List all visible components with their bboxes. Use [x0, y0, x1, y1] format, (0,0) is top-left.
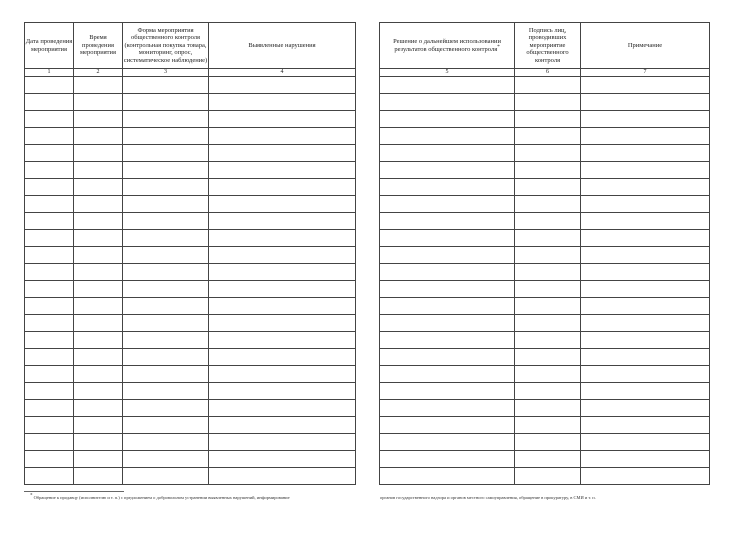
table-row	[25, 230, 356, 247]
table-cell	[581, 349, 710, 366]
table-cell	[209, 264, 356, 281]
table-cell	[25, 315, 74, 332]
table-cell	[581, 213, 710, 230]
table-cell	[515, 400, 581, 417]
table-cell	[209, 468, 356, 485]
table-cell	[581, 196, 710, 213]
table-cell	[123, 383, 209, 400]
column-number: 7	[581, 69, 710, 77]
column-number: 4	[209, 69, 356, 77]
table-cell	[123, 179, 209, 196]
header-violations: Выявленные нарушения	[209, 23, 356, 69]
table-cell	[581, 417, 710, 434]
table-cell	[123, 162, 209, 179]
table-cell	[209, 94, 356, 111]
table-cell	[209, 417, 356, 434]
table-cell	[25, 383, 74, 400]
table-cell	[74, 383, 123, 400]
table-row	[380, 434, 710, 451]
table-cell	[123, 332, 209, 349]
table-cell	[581, 400, 710, 417]
table-cell	[209, 77, 356, 94]
table-row	[25, 162, 356, 179]
table-cell	[74, 349, 123, 366]
column-number: 2	[74, 69, 123, 77]
table-cell	[380, 162, 515, 179]
table-cell	[581, 298, 710, 315]
table-row	[25, 281, 356, 298]
table-cell	[380, 145, 515, 162]
table-cell	[515, 366, 581, 383]
table-cell	[74, 298, 123, 315]
table-cell	[581, 179, 710, 196]
table-cell	[209, 247, 356, 264]
table-cell	[515, 417, 581, 434]
table-cell	[581, 94, 710, 111]
table-cell	[209, 332, 356, 349]
table-row	[25, 264, 356, 281]
table-cell	[209, 111, 356, 128]
table-row	[25, 417, 356, 434]
table-row	[380, 196, 710, 213]
table-cell	[209, 451, 356, 468]
table-cell	[123, 366, 209, 383]
table-cell	[74, 94, 123, 111]
table-cell	[380, 230, 515, 247]
table-row	[25, 349, 356, 366]
table-cell	[25, 264, 74, 281]
table-cell	[25, 179, 74, 196]
table-cell	[581, 111, 710, 128]
table-row	[380, 264, 710, 281]
table-cell	[209, 434, 356, 451]
table-cell	[380, 332, 515, 349]
table-cell	[25, 332, 74, 349]
table-cell	[515, 77, 581, 94]
table-cell	[74, 366, 123, 383]
table-cell	[25, 94, 74, 111]
table-cell	[74, 230, 123, 247]
table-row	[380, 468, 710, 485]
table-cell	[209, 281, 356, 298]
table-cell	[123, 434, 209, 451]
table-cell	[581, 247, 710, 264]
table-cell	[515, 281, 581, 298]
table-cell	[209, 145, 356, 162]
table-row	[25, 366, 356, 383]
table-cell	[123, 128, 209, 145]
table-cell	[74, 264, 123, 281]
table-cell	[380, 400, 515, 417]
table-cell	[209, 315, 356, 332]
table-cell	[515, 434, 581, 451]
table-cell	[123, 400, 209, 417]
table-cell	[380, 349, 515, 366]
table-cell	[380, 468, 515, 485]
table-cell	[515, 468, 581, 485]
table-row	[25, 400, 356, 417]
table-row	[380, 145, 710, 162]
table-cell	[380, 247, 515, 264]
table-cell	[380, 196, 515, 213]
table-row	[25, 434, 356, 451]
table-row	[380, 94, 710, 111]
header-decision-text: Решение о дальнейшем использовании результатов общественного контроля	[393, 38, 501, 53]
table-row	[380, 128, 710, 145]
table-cell	[25, 213, 74, 230]
table-row	[25, 298, 356, 315]
table-cell	[581, 128, 710, 145]
table-cell	[25, 128, 74, 145]
table-row	[380, 315, 710, 332]
table-row	[25, 145, 356, 162]
table-cell	[123, 111, 209, 128]
table-cell	[209, 400, 356, 417]
table-cell	[74, 434, 123, 451]
table-cell	[209, 128, 356, 145]
table-row	[25, 213, 356, 230]
table-cell	[74, 315, 123, 332]
table-cell	[515, 94, 581, 111]
table-cell	[581, 315, 710, 332]
table-cell	[515, 230, 581, 247]
table-row	[25, 77, 356, 94]
table-cell	[581, 145, 710, 162]
table-cell	[123, 281, 209, 298]
table-cell	[515, 196, 581, 213]
table-cell	[209, 349, 356, 366]
table-cell	[515, 349, 581, 366]
table-cell	[74, 111, 123, 128]
table-cell	[209, 383, 356, 400]
table-cell	[25, 298, 74, 315]
table-cell	[123, 145, 209, 162]
table-cell	[581, 383, 710, 400]
footnote-left	[30, 495, 290, 501]
table-cell	[515, 247, 581, 264]
table-cell	[25, 366, 74, 383]
table-cell	[380, 281, 515, 298]
table-cell	[123, 349, 209, 366]
table-row	[380, 213, 710, 230]
table-cell	[123, 315, 209, 332]
table-cell	[123, 77, 209, 94]
table-cell	[515, 111, 581, 128]
table-cell	[581, 162, 710, 179]
table-cell	[515, 332, 581, 349]
table-cell	[581, 366, 710, 383]
table-row	[25, 247, 356, 264]
column-number: 3	[123, 69, 209, 77]
header-signature: Подпись лиц, проводивших мероприятие общественного контроля	[515, 23, 581, 69]
table-cell	[581, 468, 710, 485]
header-time: Время проведения мероприятия	[74, 23, 123, 69]
footnote-rule	[24, 491, 124, 492]
table-cell	[380, 434, 515, 451]
table-cell	[209, 298, 356, 315]
table-cell	[74, 247, 123, 264]
table-cell	[25, 145, 74, 162]
footnote-right: органов государственного надзора и органов местного самоуправления, обращение в прокуратуру, в СМИ и т. п.	[380, 495, 596, 500]
table-cell	[380, 298, 515, 315]
footnote-mark: *	[497, 44, 500, 50]
table-cell	[209, 162, 356, 179]
table-cell	[515, 315, 581, 332]
table-cell	[25, 196, 74, 213]
table-cell	[515, 128, 581, 145]
table-cell	[209, 213, 356, 230]
table-cell	[209, 366, 356, 383]
table-cell	[581, 451, 710, 468]
table-cell	[74, 400, 123, 417]
table-cell	[25, 468, 74, 485]
table-row	[25, 451, 356, 468]
table-cell	[25, 162, 74, 179]
column-number: 6	[515, 69, 581, 77]
table-row	[380, 349, 710, 366]
table-cell	[123, 94, 209, 111]
right-table-body	[380, 77, 710, 485]
table-cell	[74, 145, 123, 162]
table-cell	[209, 179, 356, 196]
header-note: Примечание	[581, 23, 710, 69]
table-cell	[380, 77, 515, 94]
table-cell	[380, 94, 515, 111]
header-decision	[380, 23, 515, 69]
table-cell	[581, 230, 710, 247]
table-cell	[581, 77, 710, 94]
table-cell	[74, 281, 123, 298]
footnote-left-text: Обращение к продавцу (исполнителю и т. п.) с предложением о добровольном устранении выявленных нарушений, информирование	[33, 495, 290, 500]
left-table	[24, 22, 356, 485]
table-cell	[515, 264, 581, 281]
table-cell	[380, 366, 515, 383]
table-cell	[25, 230, 74, 247]
header-date: Дата проведения мероприятия	[25, 23, 74, 69]
table-cell	[380, 417, 515, 434]
table-cell	[25, 281, 74, 298]
table-row	[380, 247, 710, 264]
table-cell	[581, 434, 710, 451]
table-cell	[25, 417, 74, 434]
table-cell	[380, 128, 515, 145]
table-cell	[25, 77, 74, 94]
table-cell	[515, 213, 581, 230]
footnote-marker: *	[30, 493, 33, 499]
column-number: 1	[25, 69, 74, 77]
table-cell	[25, 247, 74, 264]
table-cell	[380, 179, 515, 196]
table-cell	[123, 264, 209, 281]
table-cell	[380, 111, 515, 128]
table-cell	[123, 196, 209, 213]
table-cell	[515, 451, 581, 468]
table-cell	[25, 451, 74, 468]
table-cell	[74, 451, 123, 468]
table-cell	[74, 179, 123, 196]
table-cell	[74, 468, 123, 485]
table-row	[25, 383, 356, 400]
left-table-body	[25, 77, 356, 485]
right-table	[379, 22, 710, 485]
table-cell	[380, 451, 515, 468]
table-cell	[581, 264, 710, 281]
table-cell	[515, 298, 581, 315]
table-cell	[380, 213, 515, 230]
table-row	[380, 451, 710, 468]
table-row	[380, 111, 710, 128]
table-cell	[25, 434, 74, 451]
table-cell	[74, 77, 123, 94]
header-form: Форма мероприятия общественного контроля (контрольная покупка товара, мониторинг, опрос, систематическое наблюдение)	[123, 23, 209, 69]
table-row	[25, 468, 356, 485]
table-cell	[123, 468, 209, 485]
table-cell	[123, 230, 209, 247]
table-row	[380, 179, 710, 196]
table-cell	[74, 213, 123, 230]
table-cell	[123, 247, 209, 264]
table-row	[25, 94, 356, 111]
table-row	[25, 128, 356, 145]
table-cell	[74, 128, 123, 145]
table-cell	[123, 213, 209, 230]
table-cell	[25, 349, 74, 366]
table-cell	[380, 383, 515, 400]
table-cell	[581, 332, 710, 349]
column-number: 5	[380, 69, 515, 77]
table-cell	[515, 145, 581, 162]
table-cell	[74, 162, 123, 179]
table-cell	[380, 315, 515, 332]
table-cell	[25, 111, 74, 128]
table-cell	[123, 451, 209, 468]
table-cell	[581, 281, 710, 298]
table-cell	[123, 417, 209, 434]
table-cell	[123, 298, 209, 315]
table-row	[380, 366, 710, 383]
table-row	[25, 315, 356, 332]
table-cell	[209, 230, 356, 247]
table-row	[380, 281, 710, 298]
table-cell	[380, 264, 515, 281]
table-cell	[25, 400, 74, 417]
table-row	[380, 400, 710, 417]
table-row	[25, 111, 356, 128]
table-row	[25, 196, 356, 213]
table-cell	[515, 179, 581, 196]
table-row	[380, 162, 710, 179]
table-row	[380, 230, 710, 247]
table-row	[380, 332, 710, 349]
table-row	[380, 298, 710, 315]
table-row	[380, 383, 710, 400]
table-cell	[515, 383, 581, 400]
table-cell	[515, 162, 581, 179]
table-cell	[209, 196, 356, 213]
table-cell	[74, 332, 123, 349]
table-row	[380, 417, 710, 434]
table-row	[25, 179, 356, 196]
table-row	[380, 77, 710, 94]
table-cell	[74, 196, 123, 213]
table-row	[25, 332, 356, 349]
table-cell	[74, 417, 123, 434]
